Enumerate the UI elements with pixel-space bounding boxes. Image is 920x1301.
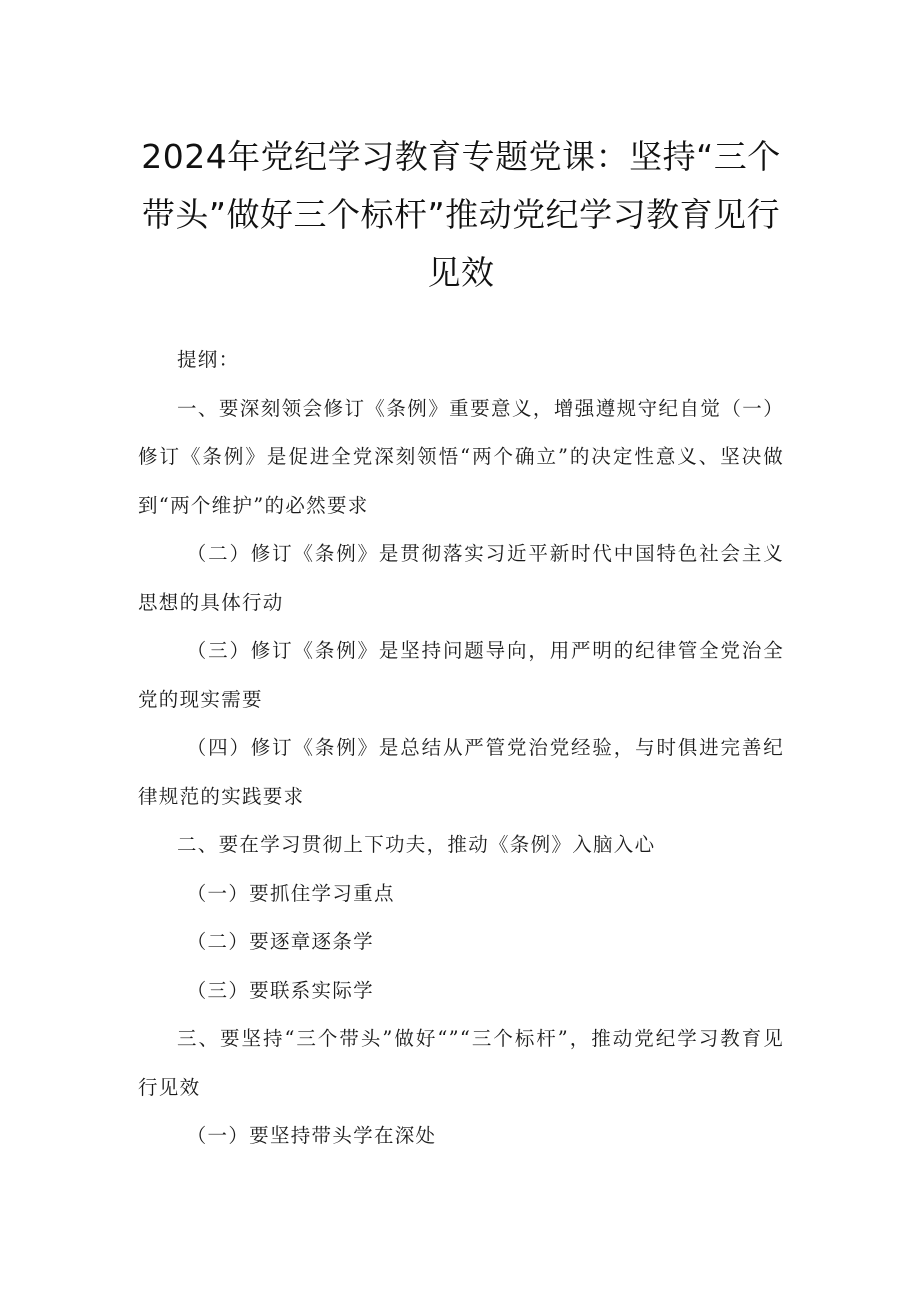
section-two-item-3: （三）要联系实际学 xyxy=(186,978,374,1002)
document-body xyxy=(138,336,784,1161)
section-one-heading: 一、要深刻领会修订《条例》重要意义，增强遵规守纪自觉（一）修订《条例》是促进全党深刻领悟“两个确立”的决定性意义、坚决做到“两个维护”的必然要求 xyxy=(138,396,784,517)
section-one-item-4: （四）修订《条例》是总结从严管党治党经验，与时俱进完善纪律规范的实践要求 xyxy=(138,736,784,808)
document-title: 2024年党纪学习教育专题党课：坚持“三个带头”做好三个标杆”推动党纪学习教育见行见效 xyxy=(141,137,781,292)
section-two-heading: 二、要在学习贯彻上下功夫，推动《条例》入脑入心 xyxy=(177,833,656,856)
section-one-item-3: （三）修订《条例》是坚持问题导向，用严明的纪律管全党治全党的现实需要 xyxy=(138,639,784,711)
outline-heading: 提纲： xyxy=(177,348,240,371)
section-three-heading: 三、要坚持“三个带头”做好“”“三个标杆”，推动党纪学习教育见行见效 xyxy=(138,1027,784,1099)
section-two-item-2: （二）要逐章逐条学 xyxy=(186,930,374,953)
section-three-item-1: （一）要坚持带头学在深处 xyxy=(186,1124,437,1147)
section-two-item-1: （一）要抓住学习重点 xyxy=(186,881,395,905)
section-one-item-2: （二）修订《条例》是贯彻落实习近平新时代中国特色社会主义思想的具体行动 xyxy=(138,542,784,614)
